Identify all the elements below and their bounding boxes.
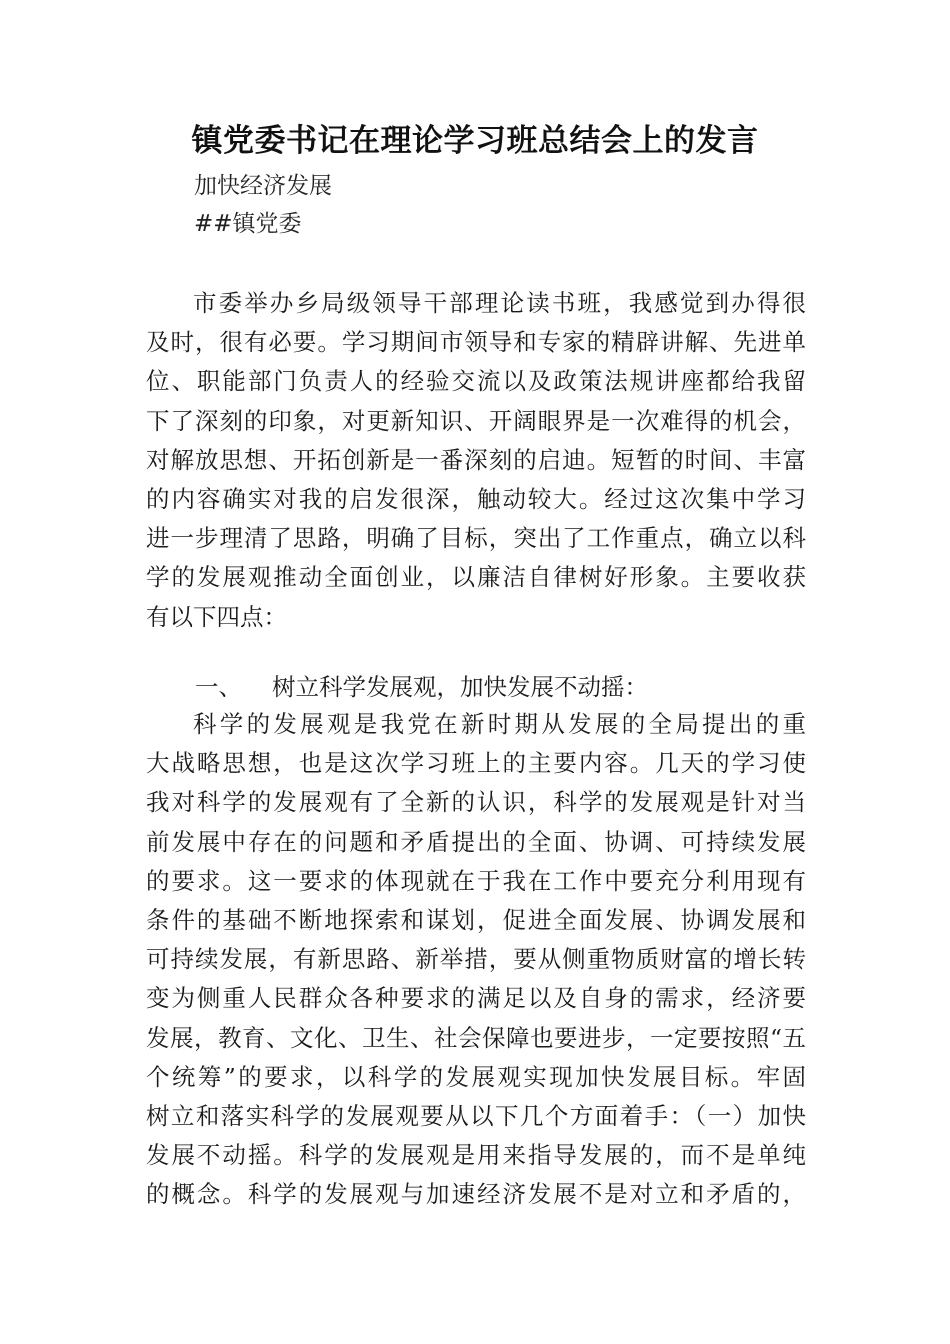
paragraph-intro xyxy=(146,284,806,637)
text-line: 对解放思想、开拓创新是一番深刻的启迪。短暂的时间、丰富 xyxy=(146,445,806,474)
text-line: 市委举办乡局级领导干部理论读书班，我感觉到办得很 xyxy=(193,289,806,317)
text-line: 有以下四点： xyxy=(146,602,287,631)
text-line: 变为侧重人民群众各种要求的满足以及自身的需求，经济要 xyxy=(146,984,806,1013)
text-line: 位、职能部门负责人的经验交流以及政策法规讲座都给我留 xyxy=(146,367,806,396)
section-heading-1 xyxy=(195,668,648,707)
section-heading-text: 树立科学发展观，加快发展不动摇： xyxy=(272,673,648,701)
text-line: 学的发展观推动全面创业，以廉洁自律树好形象。主要收获 xyxy=(146,563,806,592)
text-line: 的要求。这一要求的体现就在于我在工作中要充分利用现有 xyxy=(146,866,806,895)
text-line: 下了深刻的印象，对更新知识、开阔眼界是一次难得的机会， xyxy=(146,406,806,435)
text-line: 我对科学的发展观有了全新的认识，科学的发展观是针对当 xyxy=(146,788,806,817)
text-line: 进一步理清了思路，明确了目标，突出了工作重点，确立以科 xyxy=(146,524,806,553)
text-line: 的内容确实对我的启发很深，触动较大。经过这次集中学习 xyxy=(146,485,806,514)
text-line: 科学的发展观是我党在新时期从发展的全局提出的重 xyxy=(193,710,806,738)
text-line: 个统筹”的要求，以科学的发展观实现加快发展目标。牢固 xyxy=(146,1062,806,1091)
text-line: 大战略思想，也是这次学习班上的主要内容。几天的学习使 xyxy=(146,749,806,778)
text-line: 的概念。科学的发展观与加速经济发展不是对立和矛盾的， xyxy=(146,1180,806,1209)
document-author: ##镇党委 xyxy=(194,211,302,237)
text-line: 可持续发展，有新思路、新举措，要从侧重物质财富的增长转 xyxy=(146,945,806,974)
document-subtitle: 加快经济发展 xyxy=(194,173,332,199)
text-line: 树立和落实科学的发展观要从以下几个方面着手：（一）加快 xyxy=(146,1102,806,1131)
section-number: 一、 xyxy=(195,673,242,701)
text-line: 前发展中存在的问题和矛盾提出的全面、协调、可持续发展 xyxy=(146,827,806,856)
document-title: 镇党委书记在理论学习班总结会上的发言 xyxy=(191,123,759,159)
text-line: 发展，教育、文化、卫生、社会保障也要进步，一定要按照“五 xyxy=(146,1023,806,1052)
paragraph-section-1 xyxy=(146,705,806,1215)
text-line: 条件的基础不断地探索和谋划，促进全面发展、协调发展和 xyxy=(146,906,806,935)
text-line: 发展不动摇。科学的发展观是用来指导发展的，而不是单纯 xyxy=(146,1141,806,1170)
text-line: 及时，很有必要。学习期间市领导和专家的精辟讲解、先进单 xyxy=(146,328,806,357)
